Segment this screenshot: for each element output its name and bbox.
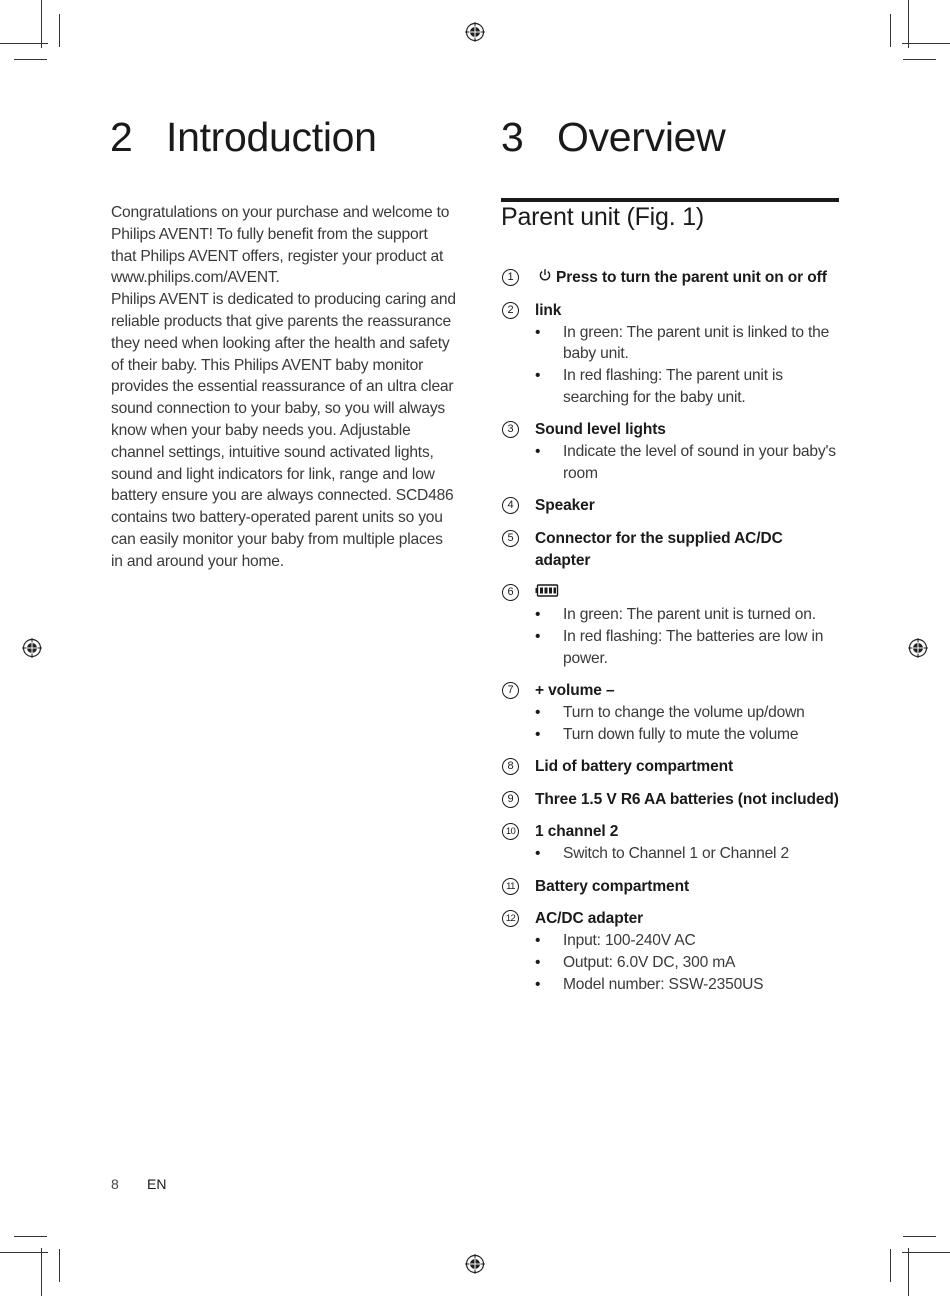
registration-mark-icon	[22, 638, 42, 658]
bullet-item	[535, 930, 841, 952]
bullet-icon: •	[535, 606, 541, 624]
item-title-text: Sound level lights	[535, 421, 666, 439]
bullet-text: Output: 6.0V DC, 300 mA	[563, 954, 736, 972]
item-number-badge: 9	[502, 791, 519, 808]
item-title	[535, 495, 841, 517]
item-title	[535, 756, 841, 778]
crop-mark	[902, 1252, 950, 1253]
item-title-text: Three 1.5 V R6 AA batteries (not included)	[535, 790, 839, 808]
bullet-list	[535, 441, 841, 485]
registration-mark-icon	[908, 638, 928, 658]
crop-mark	[903, 59, 936, 60]
item-title-text: AC/DC adapter	[535, 910, 644, 928]
list-item	[501, 528, 841, 572]
bullet-text: Input: 100-240V AC	[563, 932, 696, 950]
bullet-text: Turn to change the volume up/down	[563, 704, 805, 722]
bullet-text: In red flashing: The parent unit is searching for the baby unit.	[563, 367, 783, 406]
bullet-list	[535, 930, 841, 995]
bullet-text: In red flashing: The batteries are low in power.	[563, 628, 824, 668]
item-title	[535, 680, 841, 702]
item-number-badge: 1	[502, 269, 519, 286]
item-title-text: 1 channel 2	[535, 823, 619, 841]
crop-mark	[908, 0, 909, 48]
bullet-icon: •	[535, 367, 541, 385]
bullet-text: Model number: SSW-2350US	[563, 975, 764, 993]
bullet-icon: •	[535, 975, 541, 993]
bullet-icon: •	[535, 704, 541, 722]
list-item	[501, 267, 841, 289]
list-item	[501, 789, 841, 811]
crop-mark	[59, 1249, 60, 1282]
item-title	[535, 876, 841, 898]
registration-mark-icon	[465, 22, 485, 42]
item-title-text: Speaker	[535, 497, 595, 515]
item-number-badge: 11	[502, 878, 519, 895]
bullet-text: Indicate the level of sound in your baby's room	[563, 443, 836, 483]
bullet-item	[535, 843, 841, 865]
crop-mark	[41, 1248, 42, 1296]
bullet-text: Turn down fully to mute the volume	[563, 726, 799, 744]
bullet-icon: •	[535, 845, 541, 863]
crop-mark	[890, 1249, 891, 1282]
bullet-icon: •	[535, 932, 541, 950]
parent-unit-parts-list	[501, 267, 841, 1006]
crop-mark	[890, 14, 891, 47]
bullet-item	[535, 441, 841, 485]
bullet-text: Switch to Channel 1 or Channel 2	[563, 845, 789, 863]
item-title	[535, 582, 841, 604]
crop-mark	[41, 0, 42, 48]
introduction-heading	[110, 114, 377, 161]
bullet-icon: •	[535, 628, 541, 646]
bullet-list	[535, 322, 841, 409]
bullet-text: In green: The parent unit is linked to the baby unit.	[563, 323, 830, 363]
section-rule	[501, 198, 839, 202]
item-number-badge: 8	[502, 758, 519, 775]
crop-mark	[908, 1248, 909, 1296]
item-number-badge: 2	[502, 302, 519, 319]
bullet-list	[535, 604, 841, 669]
list-item	[501, 821, 841, 865]
section-title: Overview	[557, 114, 726, 160]
crop-mark	[902, 43, 950, 44]
list-item	[501, 582, 841, 669]
item-title	[535, 789, 841, 811]
item-number-badge: 5	[502, 530, 519, 547]
bullet-icon: •	[535, 726, 541, 744]
bullet-list	[535, 702, 841, 746]
list-item	[501, 908, 841, 995]
page-number: 8	[111, 1176, 119, 1192]
list-item	[501, 300, 841, 409]
bullet-text: In green: The parent unit is turned on.	[563, 606, 816, 624]
power-icon	[538, 267, 552, 289]
bullet-list	[535, 843, 841, 865]
item-number-badge: 3	[502, 421, 519, 438]
item-title-text: Battery compartment	[535, 877, 690, 895]
item-title-text: Connector for the supplied AC/DC adapter	[535, 529, 783, 569]
parent-unit-subheading: Parent unit (Fig. 1)	[501, 203, 705, 231]
crop-mark	[14, 59, 47, 60]
list-item	[501, 876, 841, 898]
item-title	[535, 419, 841, 441]
crop-mark	[59, 14, 60, 47]
bullet-icon: •	[535, 954, 541, 972]
item-title	[535, 908, 841, 930]
item-title	[535, 300, 841, 322]
registration-mark-icon	[465, 1254, 485, 1274]
item-number-badge: 10	[502, 823, 519, 840]
bullet-item	[535, 724, 841, 746]
language-code: EN	[147, 1176, 167, 1192]
section-number: 3	[501, 114, 524, 160]
battery-icon	[535, 582, 559, 604]
bullet-icon: •	[535, 443, 541, 461]
item-title	[535, 267, 841, 289]
bullet-item	[535, 952, 841, 974]
list-item	[501, 495, 841, 517]
intro-paragraph: Philips AVENT is dedicated to producing caring and reliable products that give parents the reassurance they need when looking after the health and safety of their baby. This Philips AVENT baby monitor provides the essential reassurance of an ultra clear sound connection to your baby, so you will always know when your baby needs you. Adjustable channel settings, intuitive sound activated lights, sound and light indicators for link, range and low battery ensure you are always connected. SCD486 contains two battery-operated parent units so you can easily monitor your baby from multiple places in and around your home.	[111, 291, 456, 570]
item-title	[535, 528, 841, 572]
list-item	[501, 756, 841, 778]
item-title-text: Lid of battery compartment	[535, 758, 734, 776]
crop-mark	[903, 1236, 936, 1237]
introduction-body	[111, 202, 456, 573]
item-number-badge: 7	[502, 682, 519, 699]
overview-heading	[501, 114, 725, 161]
list-item	[501, 680, 841, 746]
section-number: 2	[110, 114, 133, 160]
bullet-icon: •	[535, 323, 541, 341]
bullet-item	[535, 626, 841, 670]
item-title-text: + volume –	[535, 682, 615, 700]
section-title: Introduction	[166, 114, 377, 160]
item-number-badge: 4	[502, 497, 519, 514]
item-title-text: Press to turn the parent unit on or off	[556, 269, 827, 287]
list-item	[501, 419, 841, 485]
item-title-text: link	[535, 301, 562, 319]
intro-paragraph: Congratulations on your purchase and welcome to Philips AVENT! To fully benefit from the support that Philips AVENT offers, register your product at www.philips.com/AVENT.	[111, 204, 450, 287]
crop-mark	[14, 1236, 47, 1237]
bullet-item	[535, 604, 841, 626]
bullet-item	[535, 365, 841, 409]
bullet-item	[535, 702, 841, 724]
bullet-item	[535, 322, 841, 366]
item-number-badge: 12	[502, 910, 519, 927]
bullet-item	[535, 974, 841, 996]
item-title	[535, 821, 841, 843]
item-number-badge: 6	[502, 584, 519, 601]
